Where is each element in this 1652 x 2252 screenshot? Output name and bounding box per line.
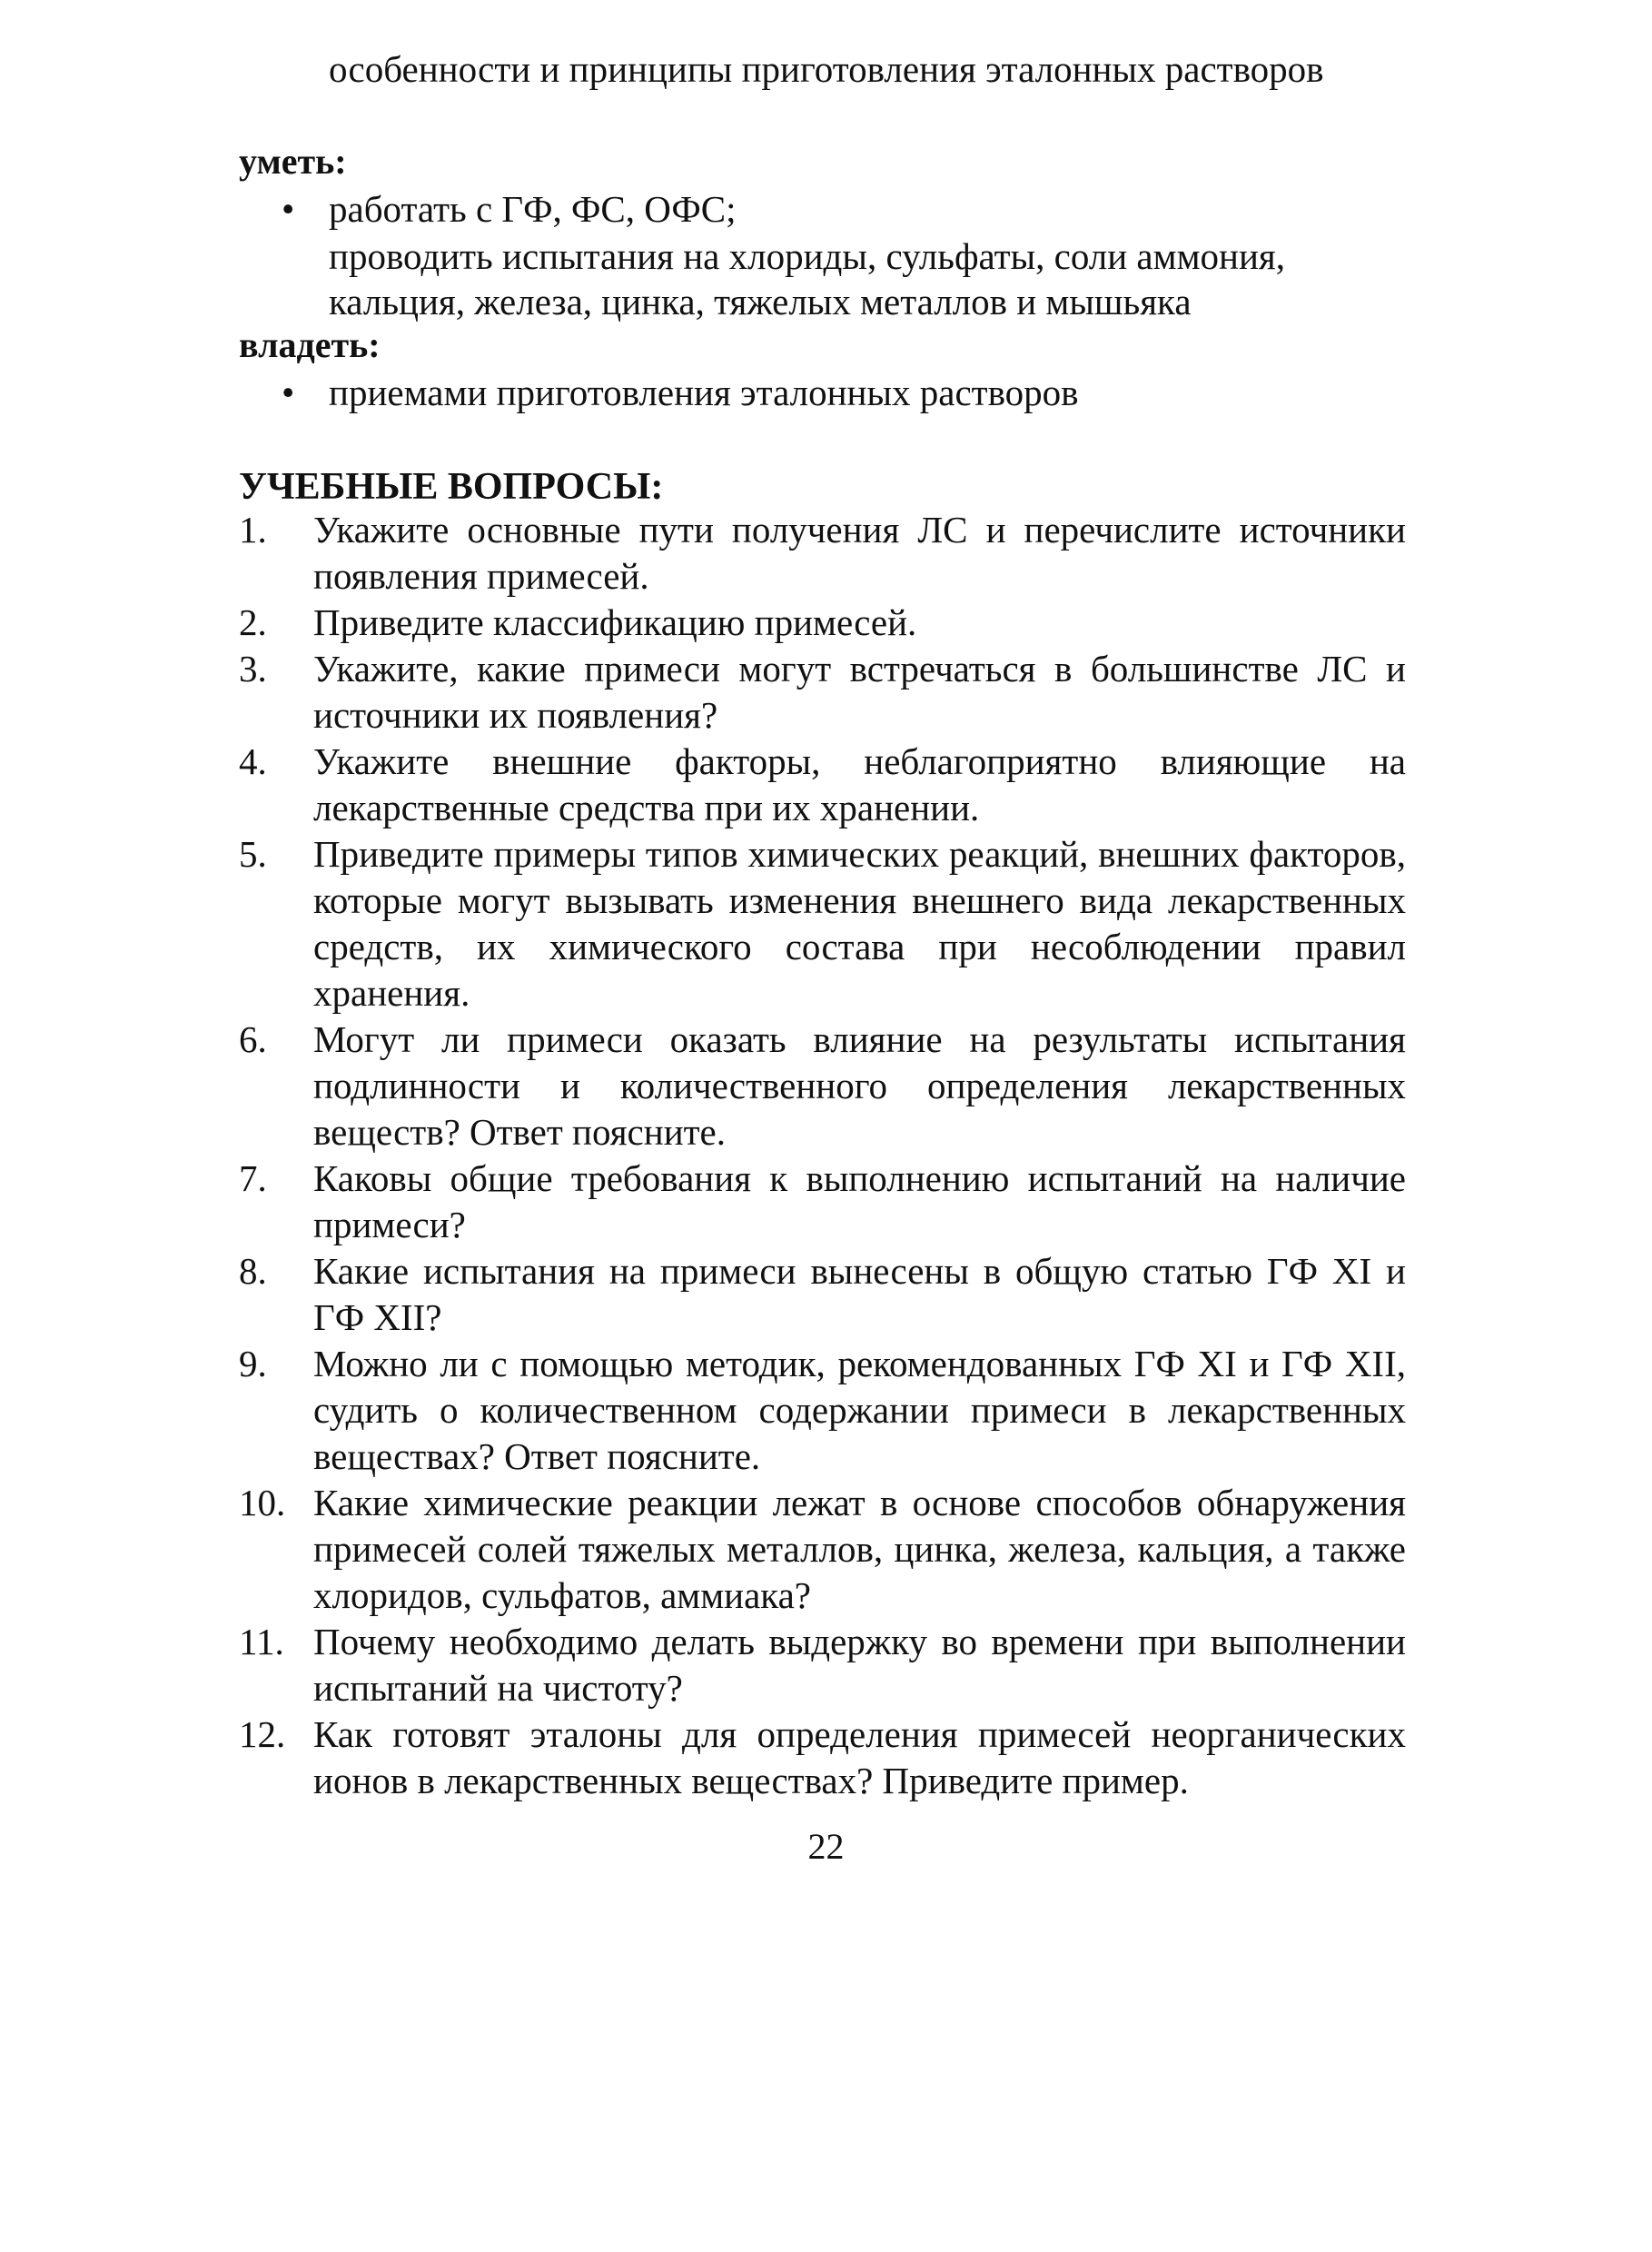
mastery-label: владеть: <box>239 324 381 365</box>
question-item <box>239 600 1406 646</box>
questions-heading: УЧЕБНЫЕ ВОПРОСЫ: <box>239 466 664 508</box>
question-number: 9. <box>239 1343 267 1384</box>
question-text: Как готовят эталоны для определения примесей неорганических ионов в лекарственных веществах? Приведите пример. <box>313 1713 1406 1801</box>
question-item <box>239 507 1406 600</box>
bullet-marker: • <box>282 372 295 413</box>
question-item <box>239 1248 1406 1341</box>
question-number: 11. <box>239 1621 284 1662</box>
question-number: 4. <box>239 740 267 782</box>
question-number: 5. <box>239 833 267 875</box>
question-text: Можно ли с помощью методик, рекомендованных ГФ XI и ГФ XII, судить о количественном содержании примеси в лекарственных веществах? Ответ поясните. <box>313 1343 1406 1477</box>
question-number: 1. <box>239 509 267 551</box>
question-item <box>239 1156 1406 1248</box>
question-text: Каковы общие требования к выполнению испытаний на наличие примеси? <box>313 1157 1406 1245</box>
question-text: Почему необходимо делать выдержку во времени при выполнении испытаний на чистоту? <box>313 1621 1406 1709</box>
running-header: особенности и принципы приготовления эталонных растворов <box>329 48 1324 90</box>
question-item <box>239 1711 1406 1804</box>
question-text: Укажите внешние факторы, неблагоприятно влияющие на лекарственные средства при их хранении. <box>313 740 1406 828</box>
question-item <box>239 1480 1406 1619</box>
question-number: 2. <box>239 601 267 643</box>
question-number: 3. <box>239 648 267 689</box>
question-number: 12. <box>239 1713 286 1755</box>
question-item <box>239 739 1406 831</box>
questions-list <box>239 507 1406 1804</box>
question-number: 10. <box>239 1482 286 1523</box>
skills-bullet-text: работать с ГФ, ФС, ОФС; <box>329 188 737 230</box>
question-text: Какие химические реакции лежат в основе способов обнаружения примесей солей тяжелых металлов, цинка, железа, кальция, а также хлоридов, сульфатов, аммиака? <box>313 1482 1406 1616</box>
question-item <box>239 1017 1406 1156</box>
question-text: Могут ли примеси оказать влияние на результаты испытания подлинности и количественного определения лекарственных веществ? Ответ поясните. <box>313 1018 1406 1153</box>
question-text: Приведите классификацию примесей. <box>313 601 917 643</box>
bullet-marker: • <box>282 188 295 230</box>
question-item <box>239 831 1406 1017</box>
page-number: 22 <box>807 1826 845 1867</box>
question-number: 8. <box>239 1250 267 1292</box>
skills-continuation-line: проводить испытания на хлориды, сульфаты, соли аммония, <box>329 235 1286 277</box>
mastery-bullet-text: приемами приготовления эталонных растворов <box>329 372 1079 413</box>
question-text: Укажите основные пути получения ЛС и перечислите источники появления примесей. <box>313 509 1406 597</box>
question-text: Укажите, какие примеси могут встречаться в большинстве ЛС и источники их появления? <box>313 648 1406 736</box>
skills-continuation-line: кальция, железа, цинка, тяжелых металлов и мышьяка <box>329 281 1192 322</box>
question-item <box>239 1619 1406 1711</box>
mastery-bullet-item <box>282 369 1417 416</box>
skills-bullet-item <box>282 185 1417 233</box>
question-item <box>239 1341 1406 1480</box>
question-text: Приведите примеры типов химических реакций, внешних факторов, которые могут вызывать изменения внешнего вида лекарственных средств, их химического состава при несоблюдении правил хранения. <box>313 833 1406 1014</box>
skills-label: уметь: <box>239 141 347 182</box>
question-item <box>239 646 1406 739</box>
question-text: Какие испытания на примеси вынесены в общую статью ГФ XI и ГФ XII? <box>313 1250 1406 1338</box>
question-number: 7. <box>239 1157 267 1199</box>
question-number: 6. <box>239 1018 267 1060</box>
